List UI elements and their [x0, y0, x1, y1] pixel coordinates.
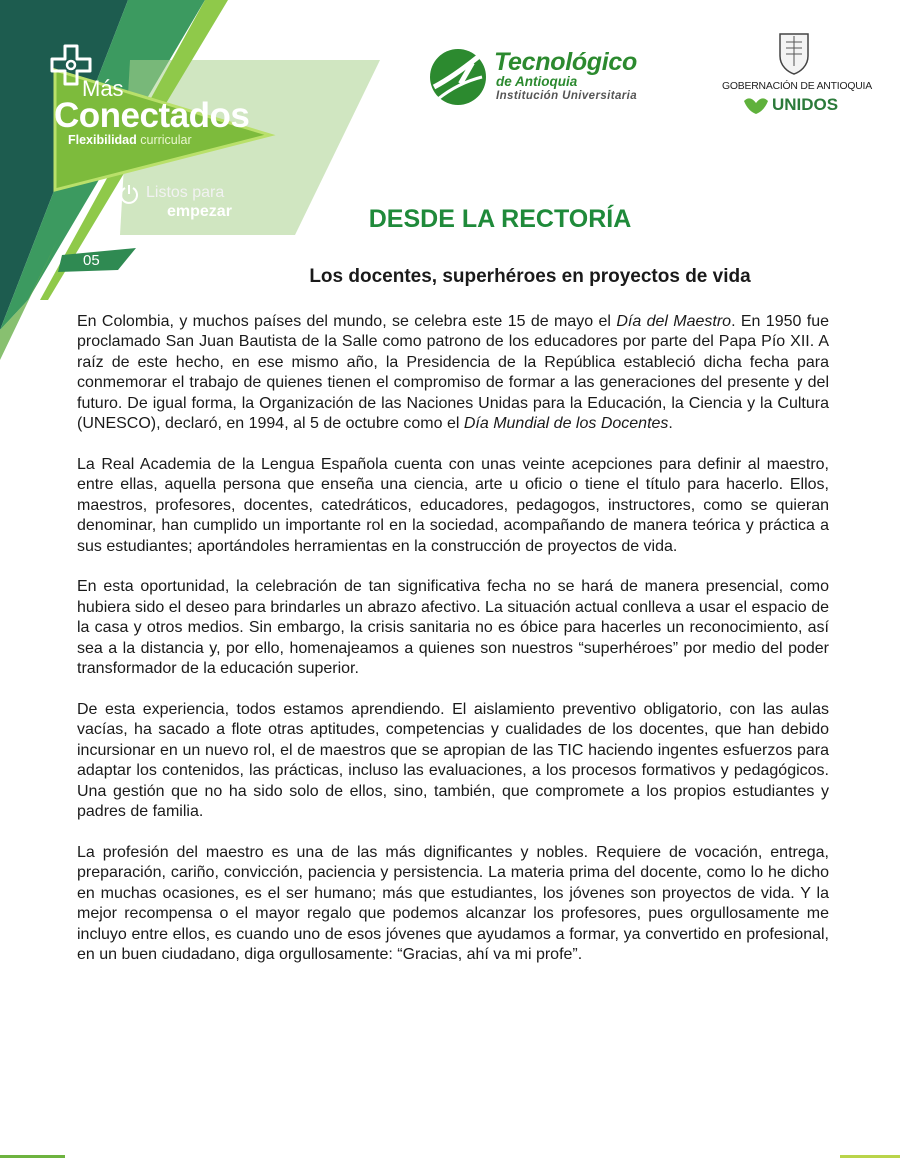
government-slogan: UNIDOS — [772, 95, 839, 114]
tecnologico-logo-icon — [428, 47, 488, 107]
government-name: GOBERNACIÓN DE ANTIOQUIA — [722, 81, 872, 92]
power-icon — [118, 183, 140, 205]
paragraph-4: De esta experiencia, todos estamos aprendiendo. El aislamiento preventivo obligatorio, con las aulas vacías, ha sacado a flote otras aptitudes, competencias y cualidades de los docentes, que han debido incursionar en un nuevo rol, el de maestros que se apropian de las TIC haciendo ingentes esfuerzos para adaptar los contenidos, las prácticas, incluso las evaluaciones, a los procesos formativos y pedagógicos. Una gestión que no ha sido solo de ellos, sino, también, que compromete a los propios estudiantes y padres de familia. — [77, 701, 829, 821]
badge-cta-line1: Listos para — [146, 184, 225, 201]
badge-tagline: Flexibilidad curricular — [68, 133, 192, 147]
institution-name-line2: de Antioquia — [496, 74, 578, 89]
badge-cta-line2: empezar — [167, 203, 232, 220]
page-number: 05 — [83, 252, 100, 269]
coat-of-arms-icon — [776, 30, 812, 76]
footer-rule-left — [0, 1155, 65, 1158]
paragraph-3: En esta oportunidad, la celebración de tan significativa fecha no se hará de manera presencial, como hubiera sido el deseo para brindarles un abrazo afectivo. La situación actual conlleva a usar el espacio de la casa y otros medios. Sin embargo, la crisis sanitaria no es óbice para hacerles un reconocimiento, así sea a la distancia y, por ello, homenajeamos a quienes son nuestros “superhéroes” por medio del poder transformador de la educación superior. — [77, 578, 829, 678]
paragraph-5: La profesión del maestro es una de las más dignificantes y nobles. Requiere de vocación, entrega, preparación, cariño, convicción, paciencia y persistencia. La materia prima del docente, como lo he dicho en muchas ocasiones, es el ser humano; más que estudiantes, los jóvenes son proyectos de vida. Y la mejor recompensa o el mayor regalo que podemos alcanzar los profesores, pues orgullosamente me incluyo entre ellos, es cuando uno de esos jóvenes que ayudamos a formar, ya convertido en profesional, en un buen ciudadano, diga orgullosamente: “Gracias, ahí va mi profe”. — [77, 843, 829, 963]
institution-subtitle: Institución Universitaria — [496, 90, 638, 102]
section-title: DESDE LA RECTORÍA — [368, 205, 632, 233]
heart-leaf-icon — [742, 95, 770, 115]
footer-rule-right — [840, 1155, 900, 1158]
paragraph-2: La Real Academia de la Lengua Española cuenta con unas veinte acepciones para definir al maestro, entre ellas, aquella persona que enseña una ciencia, arte u oficio o tiene el título para hacerlo. Ellos, maestros, profesores, docentes, catedráticos, educadores, pedagogos, instructores, como se quieran denominar, han cumplido un importante rol en la sociedad, acompañando de manera teórica y práctica a sus estudiantes; aportándoles herramientas en la construcción de proyectos de vida. — [77, 455, 829, 555]
badge-title-line2: Conectados — [54, 96, 250, 135]
paragraph-1: En Colombia, y muchos países del mundo, se celebra este 15 de mayo el Día del Maestro. En 1950 fue proclamado San Juan Bautista de la Salle como patrono de los educadores por parte del Papa Pío XII. A raíz de este hecho, en ese mismo año, la Presidencia de la República estableció dicha fecha para conmemorar el trabajo de quienes tienen el compromiso de formar a las generaciones del presente y del futuro. De igual forma, la Organización de las Naciones Unidas para la Educación, la Ciencia y la Cultura (UNESCO), declaró, en 1994, al 5 de octubre como el Día Mundial de los Docentes. — [77, 313, 830, 433]
article-title: Los docentes, superhéroes en proyectos de vida — [309, 266, 751, 287]
institution-name: Tecnológico — [494, 48, 638, 76]
article-body — [77, 312, 829, 986]
badge-title-line1: Más — [82, 76, 124, 101]
